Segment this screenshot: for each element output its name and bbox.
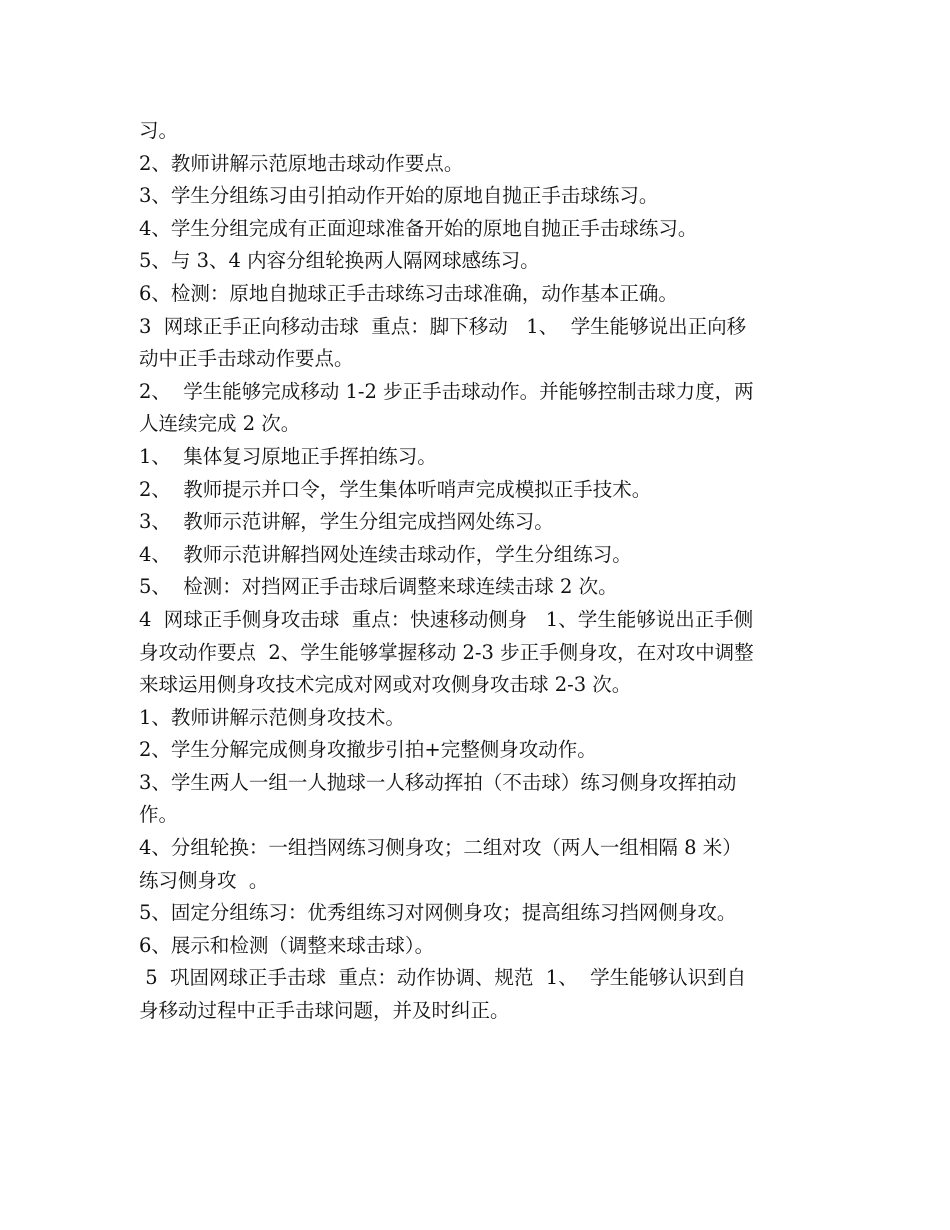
text-line: 2、教师讲解示范原地击球动作要点。 xyxy=(139,151,464,175)
text-line: 4、学生分组完成有正面迎球准备开始的原地自抛正手击球练习。 xyxy=(139,216,698,240)
text-line: 5、与 3、4 内容分组轮换两人隔网球感练习。 xyxy=(139,249,540,273)
text-line: 3、 教师示范讲解，学生分组完成挡网处练习。 xyxy=(139,510,554,534)
text-line: 4、 教师示范讲解挡网处连续击球动作，学生分组练习。 xyxy=(139,542,632,566)
text-line: 4 网球正手侧身攻击球 重点：快速移动侧身 1、学生能够说出正手侧 xyxy=(139,607,754,631)
text-line: 3 网球正手正向移动击球 重点：脚下移动 1、 学生能够说出正向移 xyxy=(139,314,747,338)
text-line: 人连续完成 2 次。 xyxy=(139,412,301,436)
document-page xyxy=(139,115,819,1028)
text-line: 身移动过程中正手击球问题，并及时纠正。 xyxy=(139,999,510,1023)
text-line: 动中正手击球动作要点。 xyxy=(139,347,354,371)
text-line: 身攻动作要点 2、学生能够掌握移动 2-3 步正手侧身攻，在对攻中调整 xyxy=(139,640,754,664)
text-line: 作。 xyxy=(139,803,179,827)
text-line: 1、教师讲解示范侧身攻技术。 xyxy=(139,705,405,729)
text-line: 来球运用侧身攻技术完成对网或对攻侧身攻击球 2-3 次。 xyxy=(139,673,632,697)
text-line: 2、学生分解完成侧身攻撤步引拍+完整侧身攻动作。 xyxy=(139,738,597,762)
text-line: 5、 检测：对挡网正手击球后调整来球连续击球 2 次。 xyxy=(139,575,618,599)
text-line: 习。 xyxy=(139,119,179,142)
text-line: 2、 学生能够完成移动 1-2 步正手击球动作。并能够控制击球力度，两 xyxy=(139,379,754,403)
text-line: 6、检测：原地自抛球正手击球练习击球准确，动作基本正确。 xyxy=(139,281,678,305)
text-line: 3、学生两人一组一人抛球一人移动挥拍（不击球）练习侧身攻挥拍动 xyxy=(139,770,737,794)
text-line: 1、 集体复习原地正手挥拍练习。 xyxy=(139,444,437,468)
text-line: 4、分组轮换：一组挡网练习侧身攻；二组对攻（两人一组相隔 8 米） xyxy=(139,836,742,860)
text-line: 3、学生分组练习由引拍动作开始的原地自抛正手击球练习。 xyxy=(139,184,659,208)
text-line: 6、展示和检测（调整来球击球）。 xyxy=(139,933,435,957)
text-line: 5、固定分组练习：优秀组练习对网侧身攻；提高组练习挡网侧身攻。 xyxy=(139,901,737,925)
text-line: 2、 教师提示并口令，学生集体听哨声完成模拟正手技术。 xyxy=(139,477,652,501)
text-line: 5 巩固网球正手击球 重点：动作协调、规范 1、 学生能够认识到自 xyxy=(139,966,747,990)
text-line: 练习侧身攻 。 xyxy=(139,868,269,892)
